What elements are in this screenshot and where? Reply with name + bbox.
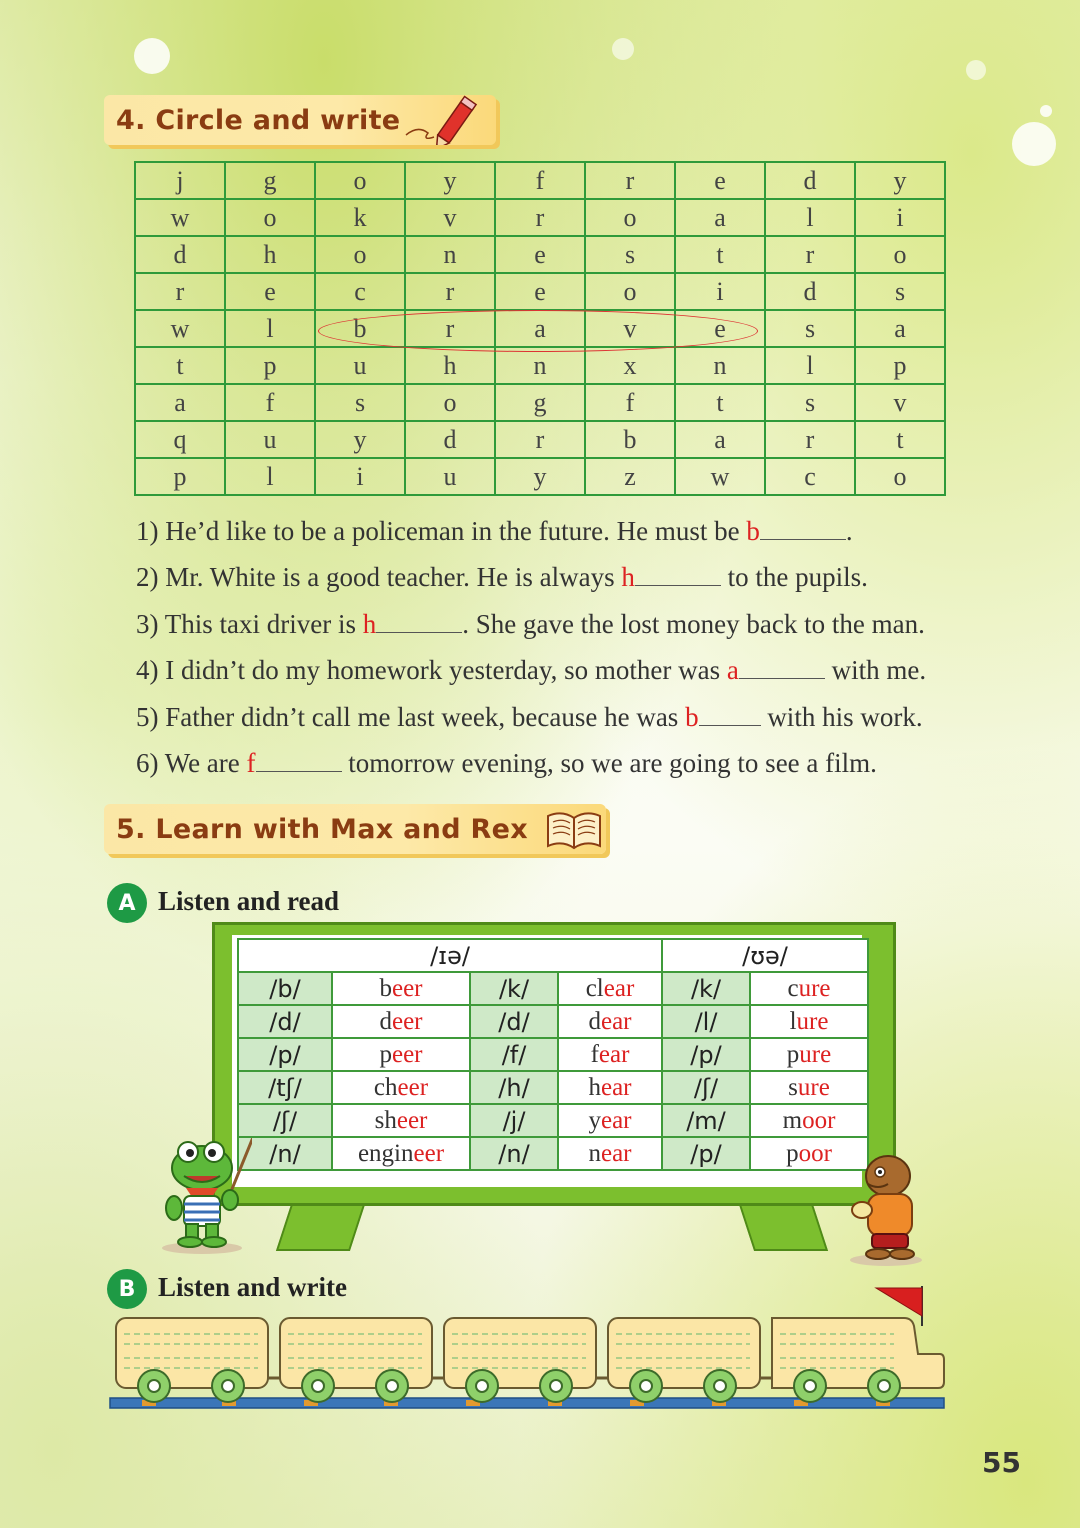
phonetic-symbol: /k/ <box>470 972 558 1005</box>
grid-letter: d <box>135 236 225 273</box>
word-vowel-highlight: eer <box>396 1106 428 1134</box>
grid-letter: f <box>495 162 585 199</box>
example-word <box>750 1104 868 1137</box>
grid-letter: u <box>405 458 495 495</box>
decor-dot <box>134 38 170 74</box>
word-vowel-highlight: ure <box>799 1040 832 1068</box>
grid-letter: u <box>225 421 315 458</box>
grid-letter: o <box>585 199 675 236</box>
phonetic-symbol: /ʃ/ <box>238 1104 332 1137</box>
part-a-title: Listen and read <box>158 886 340 916</box>
word-stem: n <box>588 1139 601 1167</box>
word-vowel-highlight: ear <box>598 1040 630 1068</box>
grid-letter: o <box>315 162 405 199</box>
phonetic-symbol: /l/ <box>662 1005 750 1038</box>
word-vowel-highlight: eer <box>397 1073 429 1101</box>
word-vowel-highlight: eer <box>391 974 423 1002</box>
example-word <box>750 1038 868 1071</box>
sound-header: /ɪə/ <box>238 939 662 972</box>
train-writing-area <box>104 1286 954 1416</box>
sentence-item <box>136 562 868 593</box>
grid-letter: t <box>855 421 945 458</box>
grid-letter: g <box>495 384 585 421</box>
grid-row <box>135 236 945 273</box>
word-vowel-highlight: ear <box>600 1073 632 1101</box>
phonetic-symbol: /p/ <box>238 1038 332 1071</box>
word-stem: p <box>786 1139 799 1167</box>
word-vowel-highlight: ure <box>796 1007 829 1035</box>
grid-letter: i <box>315 458 405 495</box>
grid-letter: o <box>855 458 945 495</box>
decor-dot <box>612 38 634 60</box>
grid-letter: a <box>675 421 765 458</box>
grid-letter: z <box>585 458 675 495</box>
grid-letter: y <box>405 162 495 199</box>
phonetic-symbol: /k/ <box>662 972 750 1005</box>
phonetic-symbol: /b/ <box>238 972 332 1005</box>
section5-banner <box>104 804 606 854</box>
word-stem: ch <box>373 1073 398 1101</box>
decor-dot <box>966 60 986 80</box>
example-word <box>332 1137 470 1170</box>
phonetic-symbol: /f/ <box>470 1038 558 1071</box>
word-vowel-highlight: eer <box>391 1040 423 1068</box>
hint-letter: f <box>246 748 256 778</box>
phonetic-symbol: /d/ <box>470 1005 558 1038</box>
grid-letter: o <box>405 384 495 421</box>
grid-letter: e <box>495 273 585 310</box>
grid-letter: y <box>495 458 585 495</box>
phonics-row <box>238 1005 868 1038</box>
section4-title: 4. Circle and write <box>116 104 401 136</box>
grid-letter: o <box>315 236 405 273</box>
sentence-text: 1) He’d like to be a policeman in the future. He must be <box>136 516 747 546</box>
grid-letter: v <box>585 310 675 347</box>
grid-letter: s <box>585 236 675 273</box>
grid-letter: h <box>225 236 315 273</box>
grid-letter: h <box>405 347 495 384</box>
grid-letter: x <box>585 347 675 384</box>
phonetic-symbol: /j/ <box>470 1104 558 1137</box>
example-word <box>332 972 470 1005</box>
phonetic-symbol: /h/ <box>470 1071 558 1104</box>
grid-letter: s <box>765 310 855 347</box>
grid-letter: e <box>675 162 765 199</box>
word-stem: p <box>786 1040 800 1068</box>
section4-banner <box>104 95 496 145</box>
sentence-text: 3) This taxi driver is <box>136 609 363 639</box>
sentence-item <box>136 702 923 733</box>
example-word <box>332 1104 470 1137</box>
word-stem: f <box>590 1040 599 1068</box>
grid-letter: i <box>675 273 765 310</box>
part-b-badge: B <box>107 1269 147 1309</box>
word-vowel-highlight: ure <box>798 974 831 1002</box>
grid-letter: r <box>585 162 675 199</box>
sentence-item <box>136 516 853 547</box>
decor-dot <box>1012 122 1056 166</box>
grid-letter: r <box>405 273 495 310</box>
dinosaur-character <box>842 1150 932 1270</box>
grid-letter: e <box>675 310 765 347</box>
grid-letter: p <box>135 458 225 495</box>
grid-letter: r <box>405 310 495 347</box>
phonics-header-row <box>238 939 868 972</box>
grid-letter: o <box>855 236 945 273</box>
word-stem: d <box>588 1007 601 1035</box>
word-stem: c <box>787 974 799 1002</box>
word-stem: h <box>588 1073 601 1101</box>
answer-blank[interactable] <box>739 656 825 679</box>
sentence-text: 5) Father didn’t call me last week, because he was <box>136 702 686 732</box>
grid-row <box>135 458 945 495</box>
word-stem: y <box>588 1106 601 1134</box>
word-vowel-highlight: ear <box>600 1139 632 1167</box>
phonics-row <box>238 972 868 1005</box>
example-word <box>750 1071 868 1104</box>
word-vowel-highlight: ear <box>600 1106 632 1134</box>
grid-letter: k <box>315 199 405 236</box>
grid-row <box>135 162 945 199</box>
word-stem: l <box>789 1007 797 1035</box>
phonetic-symbol: /n/ <box>238 1137 332 1170</box>
sentence-text: to the pupils. <box>720 562 868 592</box>
grid-letter: d <box>765 273 855 310</box>
grid-letter: v <box>405 199 495 236</box>
grid-letter: q <box>135 421 225 458</box>
grid-letter: l <box>765 199 855 236</box>
word-stem: cl <box>585 974 604 1002</box>
word-vowel-highlight: eer <box>391 1007 423 1035</box>
hint-letter: b <box>685 702 699 732</box>
grid-letter: g <box>225 162 315 199</box>
pencil-icon <box>404 95 488 145</box>
phonetic-symbol: /p/ <box>662 1038 750 1071</box>
circled-word <box>318 310 758 352</box>
grid-letter: t <box>135 347 225 384</box>
example-word <box>558 1137 662 1170</box>
grid-letter: r <box>765 236 855 273</box>
word-stem: engin <box>357 1139 414 1167</box>
example-word <box>332 1071 470 1104</box>
grid-letter: l <box>225 310 315 347</box>
grid-letter: l <box>225 458 315 495</box>
grid-letter: p <box>225 347 315 384</box>
grid-letter: c <box>315 273 405 310</box>
sentence-text: with his work. <box>760 702 923 732</box>
grid-letter: d <box>405 421 495 458</box>
phonics-table <box>237 938 869 1171</box>
word-stem: s <box>788 1073 798 1101</box>
grid-letter: a <box>495 310 585 347</box>
grid-letter: a <box>135 384 225 421</box>
grid-row <box>135 421 945 458</box>
phonics-row <box>238 1071 868 1104</box>
sentence-item <box>136 748 877 779</box>
grid-letter: p <box>855 347 945 384</box>
phonetic-symbol: /m/ <box>662 1104 750 1137</box>
sentence-text: . <box>845 516 853 546</box>
grid-letter: u <box>315 347 405 384</box>
grid-letter: s <box>855 273 945 310</box>
word-stem: p <box>379 1040 392 1068</box>
word-vowel-highlight: ure <box>797 1073 830 1101</box>
part-b-title: Listen and write <box>158 1272 347 1302</box>
example-word <box>558 1005 662 1038</box>
word-stem: m <box>782 1106 803 1134</box>
grid-letter: r <box>495 199 585 236</box>
sentence-text: 4) I didn’t do my homework yesterday, so mother was <box>136 655 727 685</box>
grid-letter: b <box>315 310 405 347</box>
answer-blank[interactable] <box>760 517 846 540</box>
grid-letter: f <box>225 384 315 421</box>
section5-title: 5. Learn with Max and Rex <box>116 813 528 845</box>
phonetic-symbol: /ʃ/ <box>662 1071 750 1104</box>
sentence-text: with me. <box>824 655 927 685</box>
grid-letter: l <box>765 347 855 384</box>
grid-letter: v <box>855 384 945 421</box>
word-vowel-highlight: ear <box>600 1007 632 1035</box>
grid-letter: y <box>315 421 405 458</box>
grid-letter: n <box>405 236 495 273</box>
sentence-item <box>136 609 925 640</box>
grid-letter: r <box>765 421 855 458</box>
grid-letter: n <box>675 347 765 384</box>
grid-letter: o <box>225 199 315 236</box>
grid-letter: r <box>495 421 585 458</box>
sentence-text: tomorrow evening, so we are going to see a film. <box>341 748 877 778</box>
grid-letter: w <box>135 199 225 236</box>
word-vowel-highlight: eer <box>413 1139 445 1167</box>
example-word <box>750 972 868 1005</box>
grid-letter: w <box>675 458 765 495</box>
grid-letter: s <box>315 384 405 421</box>
grid-letter: a <box>855 310 945 347</box>
word-stem: d <box>379 1007 392 1035</box>
grid-row <box>135 384 945 421</box>
grid-letter: i <box>855 199 945 236</box>
example-word <box>332 1005 470 1038</box>
grid-letter: t <box>675 236 765 273</box>
part-a-badge: A <box>107 883 147 923</box>
frog-character <box>152 1138 252 1258</box>
word-stem: b <box>379 974 392 1002</box>
grid-row <box>135 273 945 310</box>
grid-letter: t <box>675 384 765 421</box>
answer-blank[interactable] <box>699 703 761 726</box>
phonetic-symbol: /n/ <box>470 1137 558 1170</box>
example-word <box>558 972 662 1005</box>
grid-letter: b <box>585 421 675 458</box>
decor-dot <box>1040 105 1052 117</box>
word-vowel-highlight: oor <box>802 1106 836 1134</box>
hint-letter: b <box>746 516 760 546</box>
grid-row <box>135 347 945 384</box>
grid-letter: s <box>765 384 855 421</box>
word-vowel-highlight: oor <box>798 1139 832 1167</box>
example-word <box>558 1038 662 1071</box>
example-word <box>332 1038 470 1071</box>
grid-row <box>135 199 945 236</box>
book-icon <box>542 806 606 852</box>
phonics-row <box>238 1038 868 1071</box>
answer-blank[interactable] <box>376 610 462 633</box>
word-vowel-highlight: ear <box>603 974 635 1002</box>
phonics-row <box>238 1104 868 1137</box>
answer-blank[interactable] <box>635 563 721 586</box>
grid-letter: y <box>855 162 945 199</box>
example-word <box>558 1071 662 1104</box>
grid-letter: c <box>765 458 855 495</box>
example-word <box>750 1005 868 1038</box>
grid-letter: n <box>495 347 585 384</box>
sentence-text: 6) We are <box>136 748 247 778</box>
hint-letter: h <box>621 562 635 592</box>
grid-letter: d <box>765 162 855 199</box>
grid-letter: e <box>225 273 315 310</box>
phonetic-symbol: /d/ <box>238 1005 332 1038</box>
grid-letter: r <box>135 273 225 310</box>
hint-letter: a <box>726 655 739 685</box>
grid-letter: o <box>585 273 675 310</box>
grid-letter: j <box>135 162 225 199</box>
phonics-row <box>238 1137 868 1170</box>
answer-blank[interactable] <box>256 749 342 772</box>
sound-header: /ʊə/ <box>662 939 868 972</box>
hint-letter: h <box>362 609 377 639</box>
phonetic-symbol: /p/ <box>662 1137 750 1170</box>
sentence-item <box>136 655 926 686</box>
sentence-text: . She gave the lost money back to the man. <box>462 609 925 639</box>
grid-letter: a <box>675 199 765 236</box>
grid-letter: f <box>585 384 675 421</box>
page-number: 55 <box>982 1446 1021 1479</box>
phonetic-symbol: /tʃ/ <box>238 1071 332 1104</box>
example-word <box>558 1104 662 1137</box>
grid-letter: e <box>495 236 585 273</box>
sentence-text: 2) Mr. White is a good teacher. He is always <box>136 562 622 592</box>
word-stem: sh <box>374 1106 397 1134</box>
grid-letter: w <box>135 310 225 347</box>
